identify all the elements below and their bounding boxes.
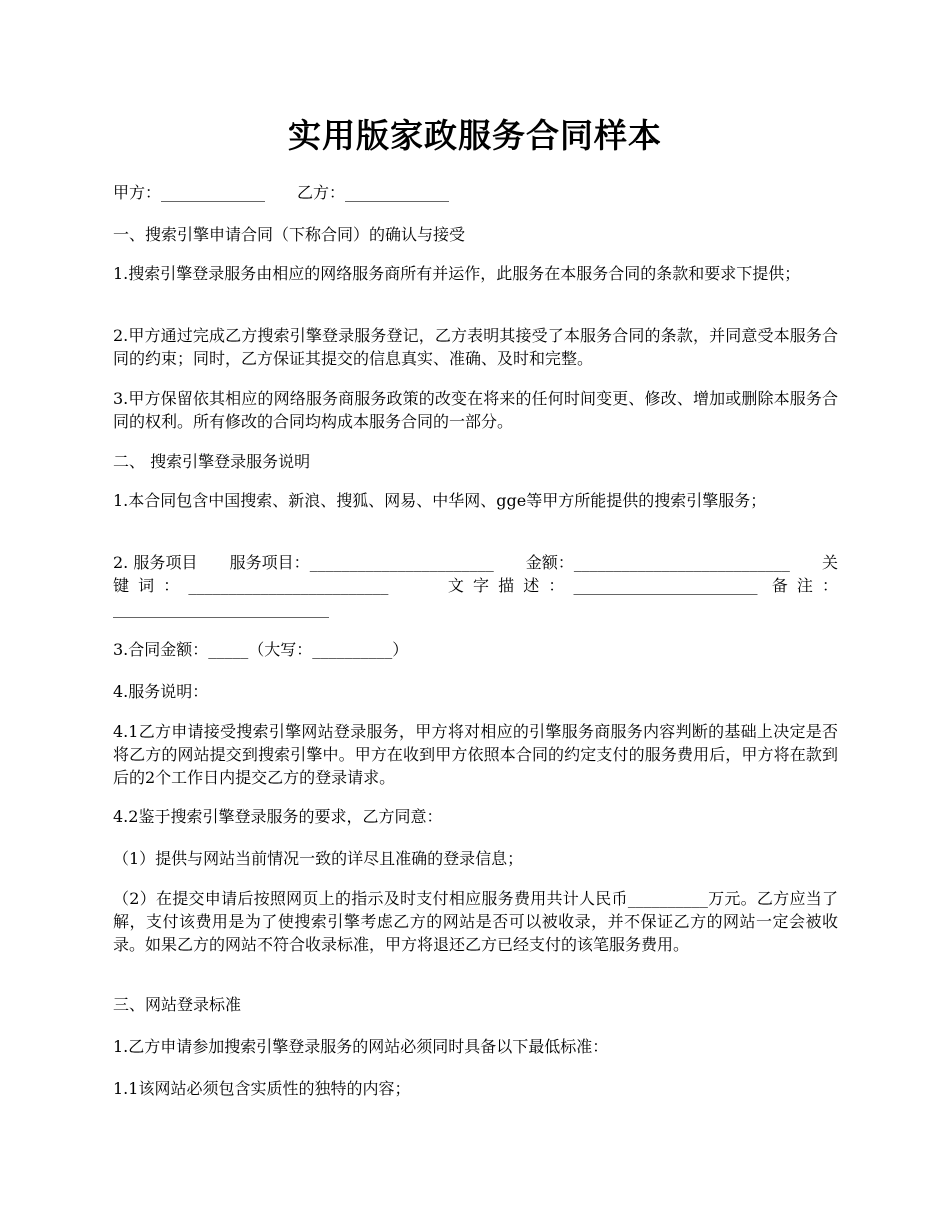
paragraph-2-3-contract-amount: 3.合同金额：_____（大写：__________）	[113, 640, 409, 659]
paragraph-2-4-2: 4.2鉴于搜索引擎登录服务的要求，乙方同意：	[113, 807, 443, 826]
party-line: 甲方：_____________ 乙方：_____________	[113, 183, 450, 202]
paragraph-2-1: 1.本合同包含中国搜索、新浪、搜狐、网易、中华网、gge等甲方所能提供的搜索引擎服务；	[113, 491, 767, 510]
paragraph-2-4-service-note: 4.服务说明：	[113, 682, 209, 701]
paragraph-2-2-service-items: 2. 服务项目 服务项目：_______________________ 金额：___________________________ 关键词：_________________________ 文字描述：_______________________ 备注：___________________________	[113, 553, 838, 618]
document-title: 实用版家政服务合同样本	[288, 116, 662, 155]
section-heading-1: 一、搜索引擎申请合同（下称合同）的确认与接受	[113, 225, 466, 244]
section-heading-3: 三、网站登录标准	[113, 995, 242, 1014]
section-heading-2: 二、 搜索引擎登录服务说明	[113, 452, 311, 471]
paragraph-item-1: （1）提供与网站当前情况一致的详尽且准确的登录信息；	[113, 849, 524, 868]
paragraph-1-1: 1.搜索引擎登录服务由相应的网络服务商所有并运作，此服务在本服务合同的条款和要求下提供；	[113, 264, 801, 283]
paragraph-item-2: （2）在提交申请后按照网页上的指示及时支付相应服务费用共计人民币__________万元。乙方应当了解，支付该费用是为了使搜索引擎考虑乙方的网站是否可以被收录，并不保证乙方的网站一定会被收录。如果乙方的网站不符合收录标准，甲方将退还乙方已经支付的该笔服务费用。	[113, 889, 838, 954]
paragraph-2-4-1: 4.1乙方申请接受搜索引擎网站登录服务，甲方将对相应的引擎服务商服务内容判断的基础上决定是否将乙方的网站提交到搜索引擎中。甲方在收到甲方依照本合同的约定支付的服务费用后，甲方将在款到后的2个工作日内提交乙方的登录请求。	[113, 722, 838, 787]
paragraph-3-1-1: 1.1该网站必须包含实质性的独特的内容；	[113, 1079, 411, 1098]
paragraph-3-1: 1.乙方申请参加搜索引擎登录服务的网站必须同时具备以下最低标准：	[113, 1037, 609, 1056]
paragraph-1-2: 2.甲方通过完成乙方搜索引擎登录服务登记，乙方表明其接受了本服务合同的条款，并同意受本服务合同的约束；同时，乙方保证其提交的信息真实、准确、及时和完整。	[113, 326, 838, 368]
paragraph-1-3: 3.甲方保留依其相应的网络服务商服务政策的改变在将来的任何时间变更、修改、增加或删除本服务合同的权利。所有修改的合同均构成本服务合同的一部分。	[113, 389, 838, 431]
